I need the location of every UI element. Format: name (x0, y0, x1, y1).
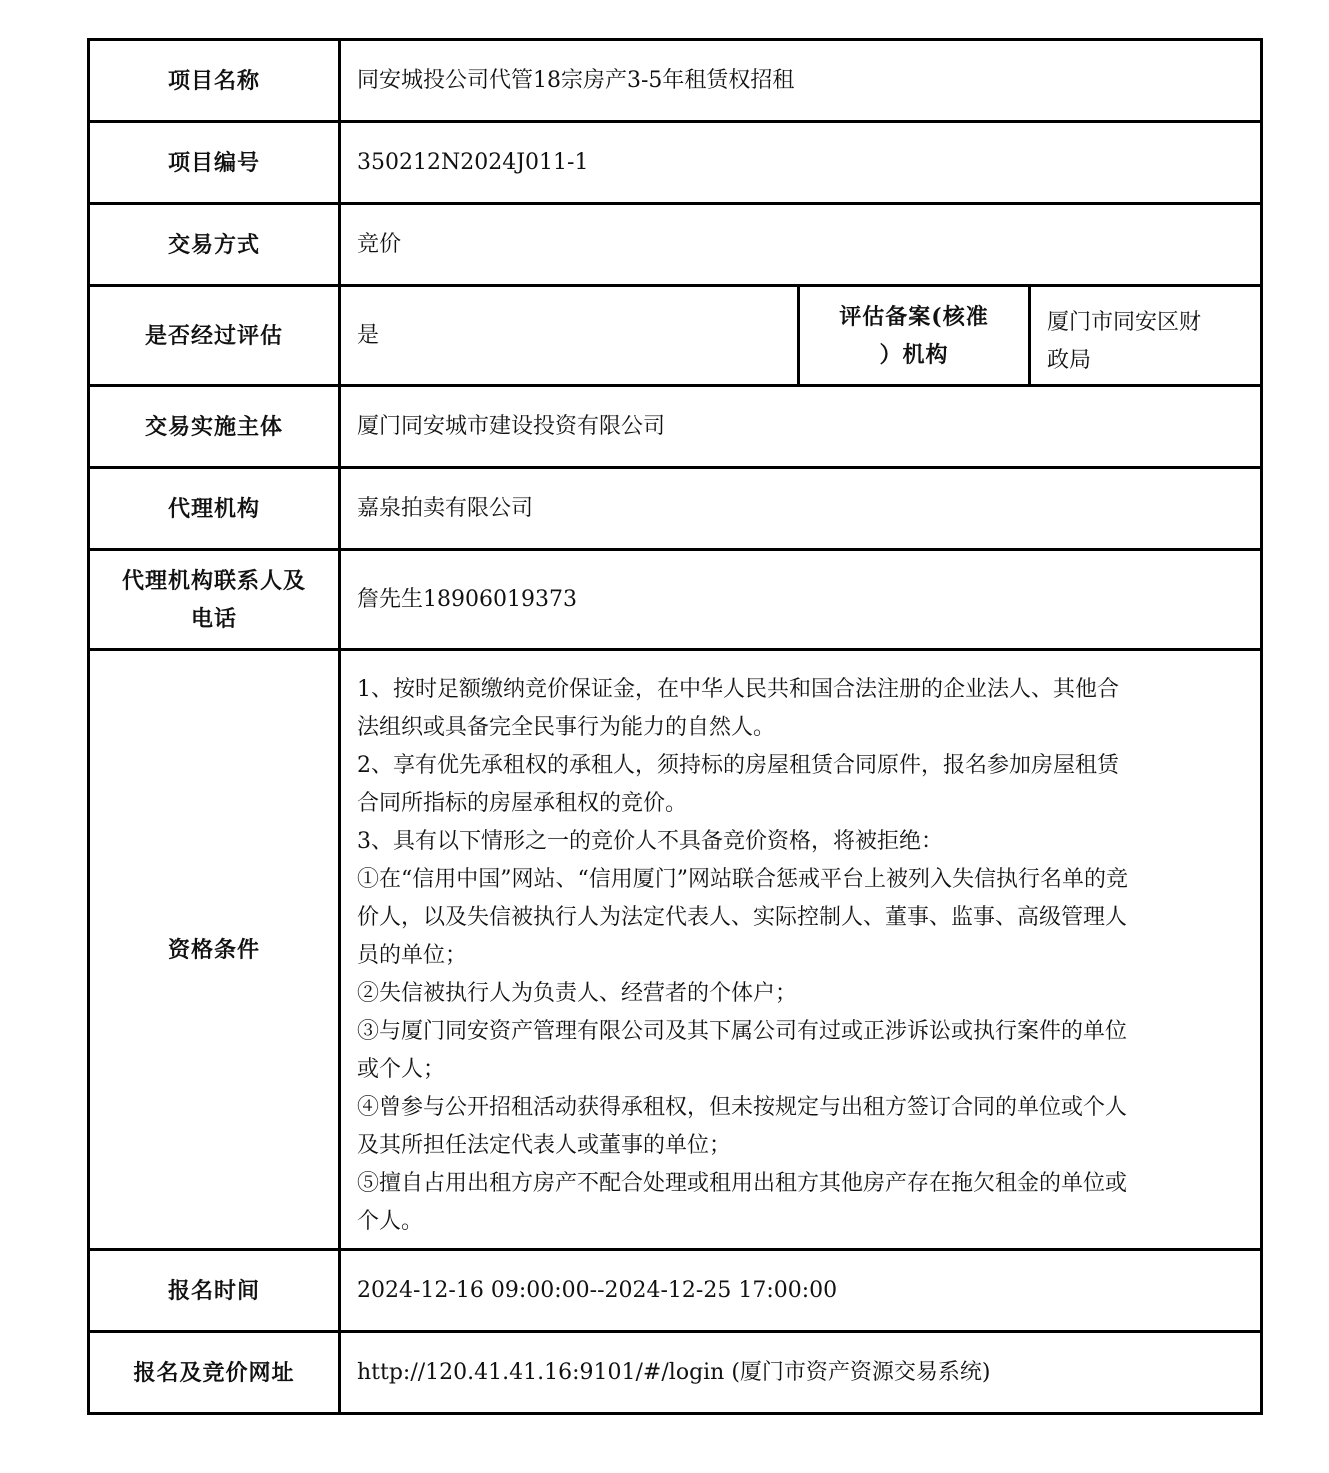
agency-value: 嘉泉拍卖有限公司 (340, 468, 1262, 550)
agency-contact-label-line1: 代理机构联系人及 (121, 567, 306, 594)
row-agency (89, 468, 1262, 550)
implementing-entity-label: 交易实施主体 (89, 386, 340, 468)
row-registration-time (89, 1250, 1262, 1332)
row-project-number (89, 122, 1262, 204)
registration-url-label: 报名及竞价网址 (89, 1332, 340, 1414)
qualification-line: ③与厦门同安资产管理有限公司及其下属公司有过或正涉诉讼或执行案件的单位 (357, 1018, 1128, 1044)
qualification-line: 2、享有优先承租权的承租人，须持标的房屋租赁合同原件，报名参加房屋租赁 (357, 752, 1119, 778)
transaction-method-label: 交易方式 (89, 204, 340, 286)
project-name-label: 项目名称 (89, 40, 340, 122)
qualification-line: 价人，以及失信被执行人为法定代表人、实际控制人、董事、监事、高级管理人 (357, 904, 1128, 930)
row-agency-contact (89, 550, 1262, 650)
registration-url-value: http://120.41.41.16:9101/#/login (厦门市资产资源交易系统) (340, 1332, 1262, 1414)
implementing-entity-value: 厦门同安城市建设投资有限公司 (340, 386, 1262, 468)
agency-contact-label-line2: 电话 (190, 605, 237, 632)
project-info-table (87, 38, 1263, 1415)
evaluated-label: 是否经过评估 (89, 286, 340, 386)
registration-time-value: 2024-12-16 09:00:00--2024-12-25 17:00:00 (340, 1250, 1262, 1332)
qualification-line: 合同所指标的房屋承租权的竞价。 (357, 790, 688, 816)
filing-agency-value (1030, 286, 1262, 386)
registration-time-label: 报名时间 (89, 1250, 340, 1332)
qualification-value (340, 650, 1262, 1250)
row-qualification (89, 650, 1262, 1250)
filing-agency-label (799, 286, 1030, 386)
qualification-line: ②失信被执行人为负责人、经营者的个体户； (357, 980, 798, 1006)
qualification-line: 法组织或具备完全民事行为能力的自然人。 (357, 714, 776, 740)
row-transaction-method (89, 204, 1262, 286)
filing-agency-label-line1: 评估备案(核准 (839, 303, 989, 330)
filing-agency-value-line1: 厦门市同安区财 (1047, 309, 1202, 335)
project-number-value: 350212N2024J011-1 (340, 122, 1262, 204)
evaluated-value: 是 (340, 286, 799, 386)
qualification-line: 3、具有以下情形之一的竞价人不具备竞价资格，将被拒绝： (357, 828, 943, 854)
filing-agency-label-line2: ）机构 (879, 341, 949, 368)
filing-agency-value-line2: 政局 (1047, 347, 1092, 373)
qualification-line: 及其所担任法定代表人或董事的单位； (357, 1132, 732, 1158)
qualification-line: ①在“信用中国”网站、“信用厦门”网站联合惩戒平台上被列入失信执行名单的竞 (357, 866, 1128, 892)
qualification-label: 资格条件 (89, 650, 340, 1250)
qualification-line: 1、按时足额缴纳竞价保证金，在中华人民共和国合法注册的企业法人、其他合 (357, 676, 1119, 702)
qualification-line: 员的单位； (357, 942, 468, 968)
agency-label: 代理机构 (89, 468, 340, 550)
project-name-value: 同安城投公司代管18宗房产3-5年租赁权招租 (340, 40, 1262, 122)
row-evaluated (89, 286, 1262, 386)
agency-contact-value: 詹先生18906019373 (340, 550, 1262, 650)
agency-contact-label (89, 550, 340, 650)
qualification-line: 个人。 (357, 1208, 424, 1234)
qualification-line: ④曾参与公开招租活动获得承租权，但未按规定与出租方签订合同的单位或个人 (357, 1094, 1128, 1120)
row-project-name (89, 40, 1262, 122)
transaction-method-value: 竞价 (340, 204, 1262, 286)
project-number-label: 项目编号 (89, 122, 340, 204)
row-implementing-entity (89, 386, 1262, 468)
row-registration-url (89, 1332, 1262, 1414)
qualification-line: 或个人； (357, 1056, 446, 1082)
qualification-line: ⑤擅自占用出租方房产不配合处理或租用出租方其他房产存在拖欠租金的单位或 (357, 1170, 1128, 1196)
